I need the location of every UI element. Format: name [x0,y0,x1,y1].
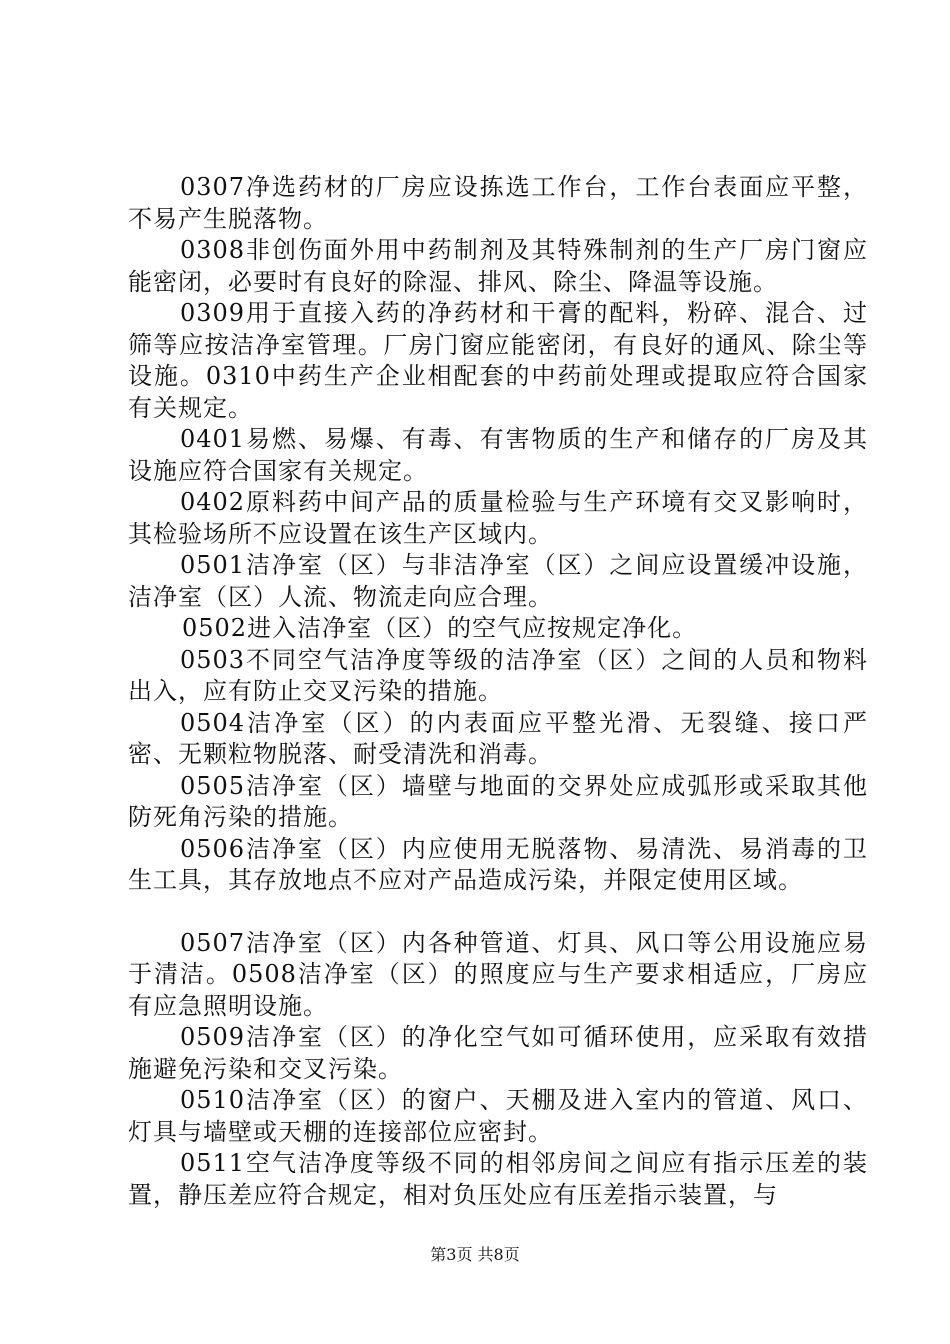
paragraph-0502: 0502进入洁净室（区）的空气应按规定净化。 [182,614,698,642]
paragraph-0503: 0503不同空气洁净度等级的洁净室（区）之间的人员和物料出入，应有防止交叉污染的措施。 [128,645,868,705]
paragraph-0510: 0510洁净室（区）的窗户、天棚及进入室内的管道、风口、灯具与墙壁或天棚的连接部位应密封。 [128,1086,868,1146]
paragraph-0505: 0505洁净室（区）墙壁与地面的交界处应成弧形或采取其他防死角污染的措施。 [128,771,868,831]
paragraph-0307: 0307净选药材的厂房应设拣选工作台，工作台表面应平整，不易产生脱落物。 [128,173,868,233]
page-footer: 第3页 共8页 [430,1245,520,1264]
document-body [128,172,868,1211]
paragraph-0402: 0402原料药中间产品的质量检验与生产环境有交叉影响时，其检验场所不应设置在该生产区域内。 [128,488,868,548]
paragraph-0401: 0401易燃、易爆、有毒、有害物质的生产和储存的厂房及其设施应符合国家有关规定。 [128,425,868,485]
paragraph-0509: 0509洁净室（区）的净化空气如可循环使用，应采取有效措施避免污染和交叉污染。 [128,1023,868,1083]
paragraph-0504: 0504洁净室（区）的内表面应平整光滑、无裂缝、接口严密、无颗粒物脱落、耐受清洗和消毒。 [128,708,868,768]
paragraph-0511: 0511空气洁净度等级不同的相邻房间之间应有指示压差的装置，静压差应符合规定，相对负压处应有压差指示装置，与 [128,1149,868,1209]
paragraph-0308: 0308非创伤面外用中药制剂及其特殊制剂的生产厂房门窗应能密闭，必要时有良好的除湿、排风、除尘、降温等设施。 [128,236,868,296]
paragraph-gap [128,897,868,928]
paragraph-0506: 0506洁净室（区）内应使用无脱落物、易清洗、易消毒的卫生工具，其存放地点不应对产品造成污染，并限定使用区域。 [128,834,868,894]
paragraph-0309: 0309用于直接入药的净药材和干膏的配料，粉碎、混合、过筛等应按洁净室管理。厂房门窗应能密闭，有良好的通风、除尘等设施。0310中药生产企业相配套的中药前处理或提取应符合国家有关规定。 [128,299,868,422]
paragraph-0501: 0501洁净室（区）与非洁净室（区）之间应设置缓冲设施，洁净室（区）人流、物流走向应合理。 [128,551,868,611]
paragraph-0507: 0507洁净室（区）内各种管道、灯具、风口等公用设施应易于清洁。0508洁净室（区）的照度应与生产要求相适应，厂房应有应急照明设施。 [128,928,868,1020]
